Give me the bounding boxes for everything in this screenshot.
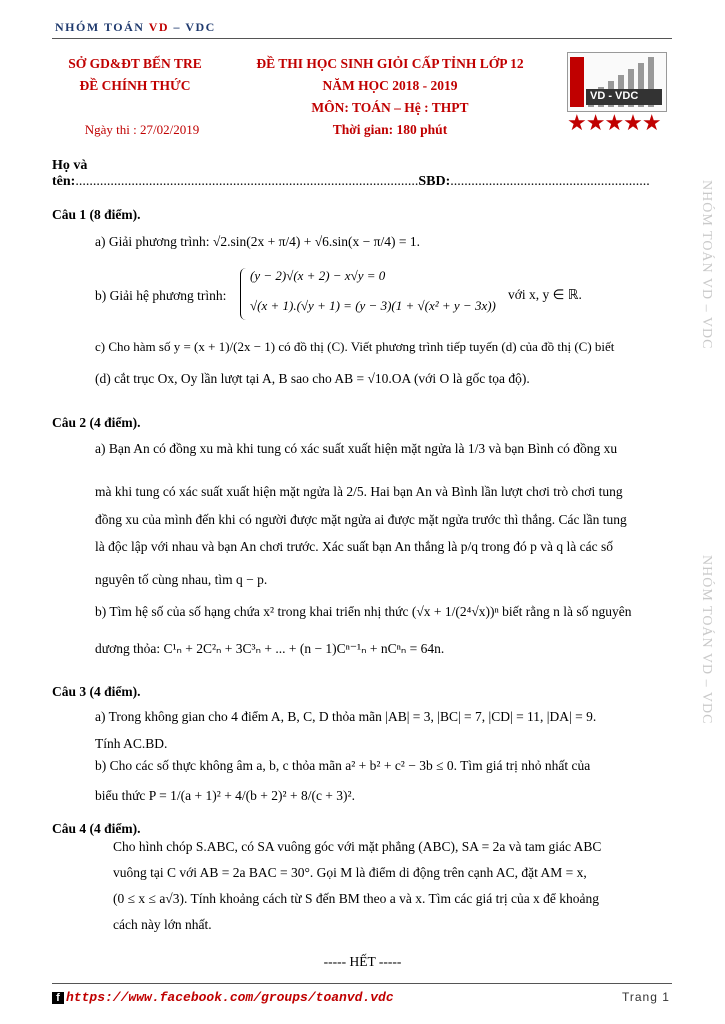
q3-a-1: a) Trong không gian cho 4 điểm A, B, C, D thỏa mãn |AB| = 3, |BC| = 7, |CD| = 11, |DA| = 9. [95,709,597,724]
end-marker: ----- HẾT ----- [323,954,402,969]
facebook-icon: f [52,992,64,1004]
q2-a-1: a) Bạn An có đồng xu mà khi tung có xác suất xuất hiện mặt ngửa là 1/3 và bạn Bình có đồng xu [95,441,618,456]
header-divider [52,38,672,39]
q3-b-1: b) Cho các số thực không âm a, b, c thỏa mãn a² + b² + c² − 3b ≤ 0. Tìm giá trị nhỏ nhất của [95,758,591,773]
q1-c-1: c) Cho hàm số y = (x + 1)/(2x − 1) có đồ thị (C). Viết phương trình tiếp tuyến (d) của đồ thị (C) biết [95,339,615,354]
q4-line-3: (0 ≤ x ≤ a√3). Tính khoảng cách từ S đến BM theo a và x. Tìm các giá trị của x để khoảng [113,891,600,906]
group-logo: VD - VDC [567,52,667,112]
q3-title: Câu 3 (4 điểm). [52,684,141,699]
q3-b-2: biểu thức P = 1/(a + 1)² + 4/(b + 2)² + 8/(c + 3)². [95,788,355,803]
q2-a-4: là độc lập với nhau và bạn An chơi trước. Xác suất bạn An thắng là p/q trong đó p và q là các số [95,539,613,554]
q1-b-eq1: (y − 2)√(x + 2) − x√y = 0 [250,268,386,283]
q1-a: a) Giải phương trình: √2.sin(2x + π/4) + √6.sin(x − π/4) = 1. [95,234,420,249]
exam-title: ĐỀ THI HỌC SINH GIỎI CẤP TỈNH LỚP 12 [256,56,524,71]
name-label: Họ và tên: [52,158,88,189]
system-brace [240,268,246,320]
footer-url: https://www.facebook.com/groups/toanvd.vdc [66,990,394,1005]
q4-title: Câu 4 (4 điểm). [52,821,141,836]
watermark-bottom: NHÓM TOÁN VD – VDC [699,555,714,725]
rating-stars: ★★★★★ [567,110,661,135]
department-name: SỞ GD&ĐT BẾN TRE [68,56,202,71]
q4-line-4: cách này lớn nhất. [113,917,212,932]
brand-header: NHÓM TOÁN VD – VDC [55,20,216,34]
subject: MÔN: TOÁN – Hệ : THPT [311,100,469,115]
candidate-line: Họ và tên:..................................................................................................SBD:......................................................... [52,158,650,189]
q1-title: Câu 1 (8 điểm). [52,207,141,222]
q4-line-2: vuông tại C với AB = 2a BAC = 30°. Gọi M là điểm di động trên cạnh AC, đặt AM = x, [113,865,587,880]
q2-b-1: b) Tìm hệ số của số hạng chứa x² trong khai triển nhị thức (√x + 1/(2⁴√x))ⁿ biết rằng n là số nguyên [95,604,632,619]
q2-a-3: đồng xu của mình đến khi có người được mặt ngửa ai được mặt ngửa trước thì thắng. Các lần tung [95,512,627,527]
q2-a-2: mà khi tung có xác suất xuất hiện mặt ngửa là 2/5. Hai bạn An và Bình lần lượt chơi trò chơi tung [95,484,623,499]
q1-c-2: (d) cắt trục Ox, Oy lần lượt tại A, B sao cho AB = √10.OA (với O là gốc tọa độ). [95,371,530,386]
footer-divider [52,983,672,984]
watermark-top: NHÓM TOÁN VD – VDC [699,180,714,350]
q1-b-tail: với x, y ∈ ℝ. [508,287,582,302]
exam-date: Ngày thi : 27/02/2019 [84,122,200,137]
sbd-label: SBD: [418,174,451,189]
q2-a-5: nguyên tố cùng nhau, tìm q − p. [95,572,268,587]
q2-title: Câu 2 (4 điểm). [52,415,141,430]
q3-a-2: Tính AC.BD. [95,736,168,751]
footer-link[interactable] [52,990,394,1005]
q1-b-eq2: √(x + 1).(√y + 1) = (y − 3)(1 + √(x² + y − 3x)) [250,298,496,313]
page-number: Trang 1 [622,990,670,1004]
q2-b-2: dương thỏa: C¹ₙ + 2C²ₙ + 3C³ₙ + ... + (n − 1)Cⁿ⁻¹ₙ + nCⁿₙ = 64n. [95,641,445,656]
school-year: NĂM HỌC 2018 - 2019 [322,78,458,93]
q1-b-label: b) Giải hệ phương trình: [95,288,227,303]
duration: Thời gian: 180 phút [332,122,448,137]
official-label: ĐỀ CHÍNH THỨC [79,78,191,93]
q4-line-1: Cho hình chóp S.ABC, có SA vuông góc với mặt phẳng (ABC), SA = 2a và tam giác ABC [113,839,602,854]
